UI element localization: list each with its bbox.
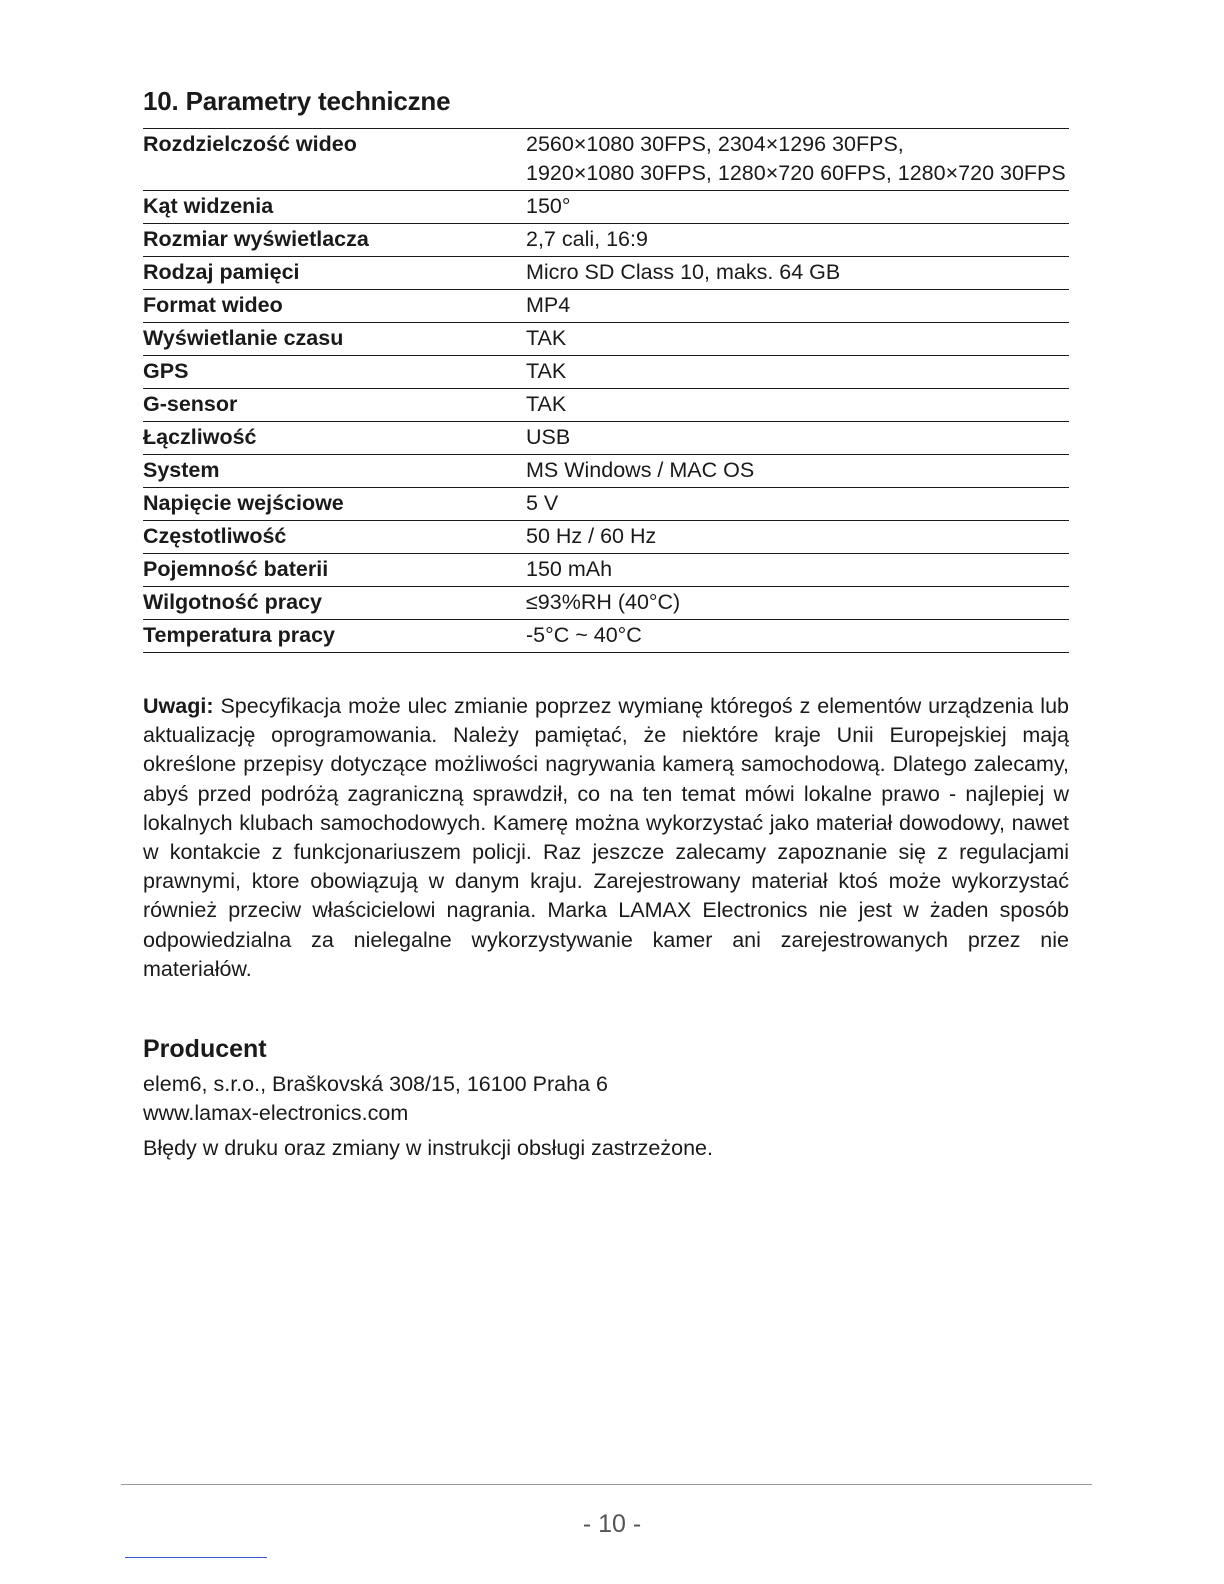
spec-value	[526, 488, 1069, 521]
spec-value-line: 2560×1080 30FPS, 2304×1296 30FPS,	[526, 132, 904, 156]
spec-value-line: TAK	[526, 359, 567, 383]
spec-value-line: 1920×1080 30FPS, 1280×720 60FPS, 1280×720 30FPS	[526, 161, 1066, 185]
spec-value-line: -5°C ~ 40°C	[526, 623, 642, 647]
spec-row	[143, 587, 1069, 620]
spec-row	[143, 455, 1069, 488]
spec-label: Napięcie wejściowe	[143, 488, 526, 521]
spec-label: Łączliwość	[143, 422, 526, 455]
spec-value	[526, 356, 1069, 389]
producer-website: www.lamax-electronics.com	[143, 1101, 409, 1125]
spec-label: Rodzaj pamięci	[143, 257, 526, 290]
spec-value-line: TAK	[526, 392, 567, 416]
spec-label: System	[143, 455, 526, 488]
spec-value	[526, 521, 1069, 554]
spec-label: Wyświetlanie czasu	[143, 323, 526, 356]
spec-value-line: MP4	[526, 293, 571, 317]
spec-label: Wilgotność pracy	[143, 587, 526, 620]
spec-row	[143, 620, 1069, 653]
specs-table	[143, 128, 1069, 653]
spec-value	[526, 323, 1069, 356]
spec-label: Format wideo	[143, 290, 526, 323]
spec-value-line: Micro SD Class 10, maks. 64 GB	[526, 260, 841, 284]
producer-title: Producent	[143, 1035, 267, 1063]
spec-label: GPS	[143, 356, 526, 389]
spec-value	[526, 191, 1069, 224]
spec-value	[526, 224, 1069, 257]
spec-row	[143, 323, 1069, 356]
spec-value-line: MS Windows / MAC OS	[526, 458, 755, 482]
spec-value	[526, 554, 1069, 587]
spec-row	[143, 290, 1069, 323]
spec-row	[143, 257, 1069, 290]
section-title: 10. Parametry techniczne	[143, 86, 451, 116]
spec-row	[143, 129, 1069, 191]
spec-value	[526, 257, 1069, 290]
spec-value-line: 50 Hz / 60 Hz	[526, 524, 657, 548]
disclaimer-text: Błędy w druku oraz zmiany w instrukcji obsługi zastrzeżone.	[143, 1136, 713, 1160]
spec-row	[143, 554, 1069, 587]
page-number: - 10 -	[582, 1510, 642, 1538]
spec-label: Rozmiar wyświetlacza	[143, 224, 526, 257]
spec-value	[526, 587, 1069, 620]
spec-row	[143, 422, 1069, 455]
spec-value	[526, 389, 1069, 422]
spec-value-line: USB	[526, 425, 571, 449]
note-text: Specyfikacja może ulec zmianie poprzez wymianę któregoś z elementów urządzenia lub aktualizację oprogramowania. Należy pamiętać, że niektóre kraje Unii Europejskiej mają określone przepisy dotyczące możliwości nagrywania kamerą samochodową. Dlatego zalecamy, abyś przed podróżą zagraniczną sprawdził, co na ten temat mówi lokalne prawo - najlepiej w lokalnych klubach samochodowych. Kamerę można wykorzystać jako materiał dowodowy, nawet w kontakcie z funkcjonariuszem policji. Raz jeszcze zalecamy zapoznanie się z regulacjami prawnymi, ktore obowiązują w danym kraju. Zarejestrowany materiał ktoś może wykorzystać również przeciw właścicielowi nagrania. Marka LAMAX Electronics nie jest w żaden sposób odpowiedzialna za nielegalne wykorzystywanie kamer ani zarejestrowanych przez nie materiałów.	[143, 694, 1069, 981]
spec-value	[526, 290, 1069, 323]
spec-label: Temperatura pracy	[143, 620, 526, 653]
note-label: Uwagi:	[143, 694, 214, 718]
spec-row	[143, 356, 1069, 389]
note-paragraph	[143, 692, 1069, 984]
spec-value	[526, 455, 1069, 488]
producer-address: elem6, s.r.o., Braškovská 308/15, 16100 Praha 6	[143, 1072, 608, 1096]
footer-divider	[121, 1484, 1092, 1485]
spec-value-line: 5 V	[526, 491, 559, 515]
spec-value-line: 150°	[526, 194, 571, 218]
spec-label: Rozdzielczość wideo	[143, 129, 526, 191]
spec-row	[143, 191, 1069, 224]
spec-row	[143, 224, 1069, 257]
spec-value	[526, 422, 1069, 455]
spec-value-line: ≤93%RH (40°C)	[526, 590, 681, 614]
spec-value-line: TAK	[526, 326, 567, 350]
spec-value-line: 150 mAh	[526, 557, 613, 581]
spec-row	[143, 488, 1069, 521]
spec-value	[526, 129, 1069, 191]
corner-mark-line	[125, 1557, 267, 1558]
specs-table-body	[143, 129, 1069, 653]
spec-label: Kąt widzenia	[143, 191, 526, 224]
spec-row	[143, 389, 1069, 422]
spec-label: Pojemność baterii	[143, 554, 526, 587]
spec-row	[143, 521, 1069, 554]
spec-label: G-sensor	[143, 389, 526, 422]
spec-value-line: 2,7 cali, 16:9	[526, 227, 648, 251]
spec-label: Częstotliwość	[143, 521, 526, 554]
spec-value	[526, 620, 1069, 653]
